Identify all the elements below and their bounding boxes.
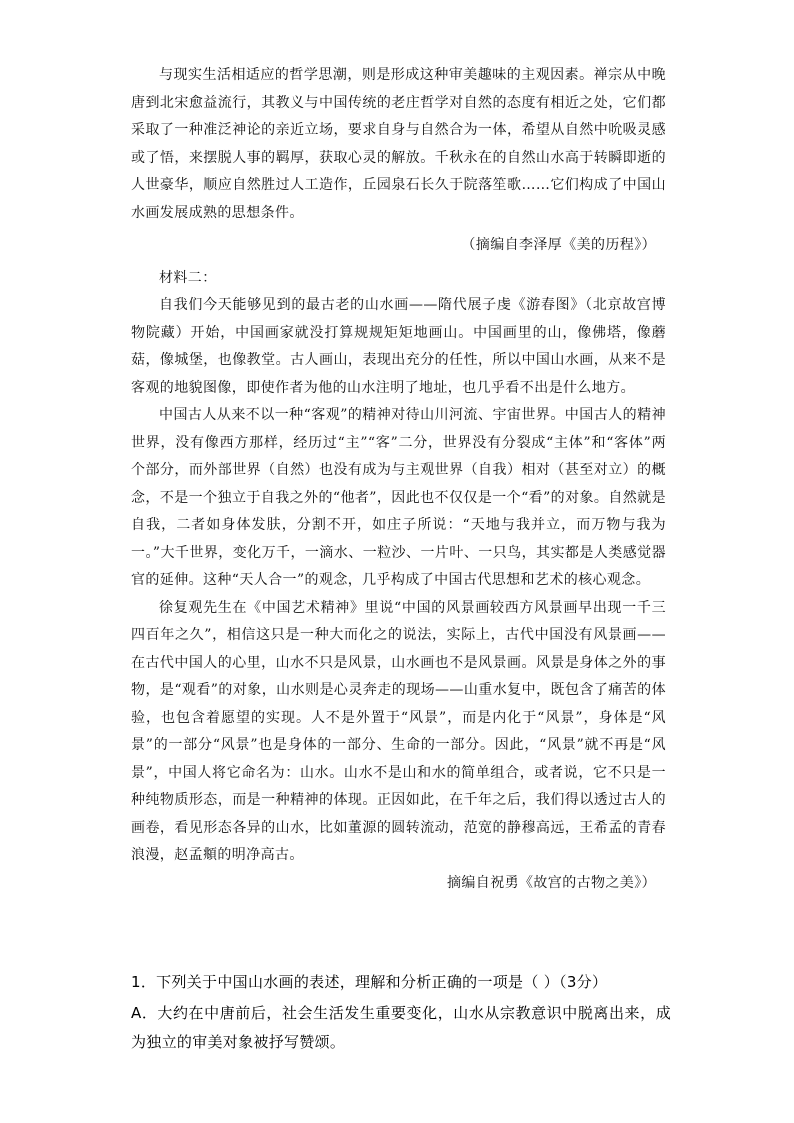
source-citation-2: 摘编自祝勇《故宫的古物之美》） [447,874,656,891]
material-1-paragraph: 与现实生活相适应的哲学思潮，则是形成这种审美趣味的主观因素。禅宗从中晚唐到北宋愈益流行，其教义与中国传统的老庄哲学对自然的态度有相近之处，它们都采取了一种准泛神论的亲近立场，要求自身与自然合为一体，希望从自然中吮吸灵感或了悟，来摆脱人事的羁厚，获取心灵的解放。千秋永在的自然山水高于转瞬即逝的人世豪华，顺应自然胜过人工造作，丘园泉石长久于院落笙歌……它们构成了中国山水画发展成熟的思想条件。 [131,67,666,221]
reading-material [131,62,666,897]
question-1 [131,968,671,1057]
material-2-paragraph-3: 徐复观先生在《中国艺术精神》里说“中国的风景画较西方风景画早出现一千三四百年之久”，相信这只是一种大而化之的说法，实际上，古代中国没有风景画——在古代中国人的心里，山水不只是风景，山水画也不是风景画。风景是身体之外的事物，是“观看”的对象，山水则是心灵奔走的现场——山重水复中，既包含了痛苦的体验，也包含着愿望的实现。人不是外置于“风景”，而是内化于“风景”，身体是“风景”的一部分“风景”也是身体的一部分、生命的一部分。因此，“风景”就不再是“风景”，中国人将它命名为：山水。山水不是山和水的简单组合，或者说，它不只是一种纯物质形态，而是一种精神的体现。正因如此，在千年之后，我们得以透过古人的画卷，看见形态各异的山水，比如董源的圆转流动，范宽的静穆高远，王希孟的青春浪漫，赵孟頫的明净高古。 [131,599,666,863]
option-a: A．大约在中唐前后，社会生活发生重要变化，山水从宗教意识中脱离出来，成为独立的审美对象被抒写赞颂。 [131,1004,671,1051]
material-2-label: 材料二： [159,269,217,286]
source-citation-1: （摘编自李泽厚《美的历程》） [461,237,656,253]
question-stem: 1．下列关于中国山水画的表述，理解和分析正确的一项是（ ）（3分） [131,973,608,991]
material-2-paragraph-2: 中国古人从来不以一种“客观”的精神对待山川河流、宇宙世界。中国古人的精神世界，没有像西方那样，经历过“主”“客”二分，世界没有分裂成“主体”和“客体”两个部分，而外部世界（自然）也没有成为与主观世界（自我）相对（甚至对立）的概念，不是一个独立于自我之外的“他者”，因此也不仅仅是一个“看”的对象。自然就是自我，二者如身体发肤，分割不开，如庄子所说：“天地与我并立，而万物与我为一。”大千世界，变化万千，一滴水、一粒沙、一片叶、一只鸟，其实都是人类感觉器官的延伸。这种“天人合一”的观念，几乎构成了中国古代思想和艺术的核心观念。 [131,407,666,588]
material-2-paragraph-1: 自我们今天能够见到的最古老的山水画——隋代展子虔《游春图》（北京故宫博物院藏）开始，中国画家就没打算规规矩矩地画山。中国画里的山，像佛塔，像蘑菇，像城堡，也像教堂。古人画山，表现出充分的任性，所以中国山水画，从来不是客观的地貌图像，即使作者为他的山水注明了地址，也几乎看不出是什么地方。 [131,297,666,396]
